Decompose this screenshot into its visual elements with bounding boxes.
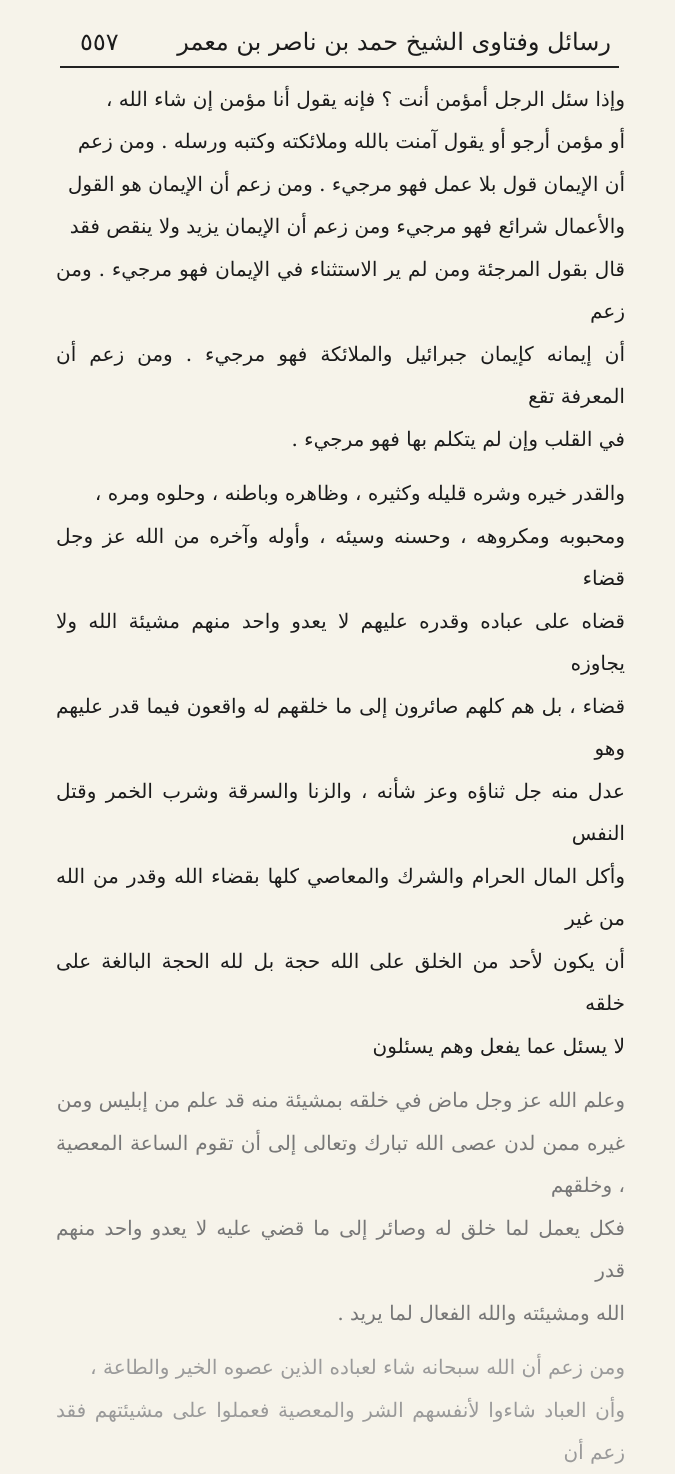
text-line: قضاه على عباده وقدره عليهم لا يعدو واحد منهم مشيئة الله ولا يجاوزه (56, 608, 625, 676)
page-number: ٥٥٧ (80, 28, 119, 56)
text-line: وإذا سئل الرجل أمؤمن أنت ؟ فإنه يقول أنا مؤمن إن شاء الله ، (105, 86, 625, 111)
text-line: قال بقول المرجئة ومن لم ير الاستثناء في الإيمان فهو مرجيء . ومن زعم (56, 256, 625, 324)
text-line: أن الإيمان قول بلا عمل فهو مرجيء . ومن زعم أن الإيمان هو القول (67, 171, 625, 196)
text-line: ومحبوبه ومكروهه ، وحسنه وسيئه ، وأوله وآخره من الله عز وجل قضاء (56, 523, 625, 591)
text-line: لا يسئل عما يفعل وهم يسئلون (372, 1033, 625, 1058)
text-line: عدل منه جل ثناؤه وعز شأنه ، والزنا والسرقة وشرب الخمر وقتل النفس (56, 778, 625, 846)
paragraph-ilm (56, 1079, 625, 1334)
text-line: وعلم الله عز وجل ماض في خلقه بمشيئة منه قد علم من إبليس ومن (56, 1088, 625, 1113)
text-line: قضاء ، بل هم كلهم صائرون إلى ما خلقهم له واقعون فيما قدر عليهم وهو (56, 693, 625, 761)
paragraph-qadar (56, 472, 625, 1067)
text-line: والقدر خيره وشره قليله وكثيره ، وظاهره وباطنه ، وحلوه ومره ، (94, 481, 625, 506)
text-line: أن إيمانه كإيمان جبرائيل والملائكة فهو مرجيء . ومن زعم أن المعرفة تقع (56, 341, 625, 409)
text-line: وأن العباد شاءوا لأنفسهم الشر والمعصية فعملوا على مشيئتهم فقد زعم أن (56, 1397, 625, 1465)
text-line: في القلب وإن لم يتكلم بها فهو مرجيء . (291, 426, 625, 451)
text-line: أو مؤمن أرجو أو يقول آمنت بالله وملائكته وكتبه ورسله . ومن زعم (77, 129, 625, 154)
text-line: فكل يعمل لما خلق له وصائر إلى ما قضي عليه لا يعدو واحد منهم قدر (56, 1215, 625, 1283)
page-header (56, 26, 625, 66)
paragraph-mashia (56, 1346, 625, 1474)
text-line: ومن زعم أن الله سبحانه شاء لعباده الذين عصوه الخير والطاعة ، (90, 1355, 625, 1380)
header-rule (60, 66, 619, 68)
text-line: وأكل المال الحرام والشرك والمعاصي كلها بقضاء الله وقدر من الله من غير (56, 863, 625, 931)
paragraph-iman (56, 78, 625, 461)
text-line: أن يكون لأحد من الخلق على الله حجة بل لله الحجة البالغة على خلقه (56, 948, 625, 1016)
text-line: الله ومشيئته والله الفعال لما يريد . (337, 1300, 625, 1325)
running-title: رسائل وفتاوى الشيخ حمد بن ناصر بن معمر (177, 28, 611, 56)
text-line: غيره ممن لدن عصى الله تبارك وتعالى إلى أن تقوم الساعة المعصية ، وخلقهم (56, 1130, 625, 1198)
text-line: والأعمال شرائع فهو مرجيء ومن زعم أن الإيمان يزيد ولا ينقص فقد (69, 214, 625, 239)
